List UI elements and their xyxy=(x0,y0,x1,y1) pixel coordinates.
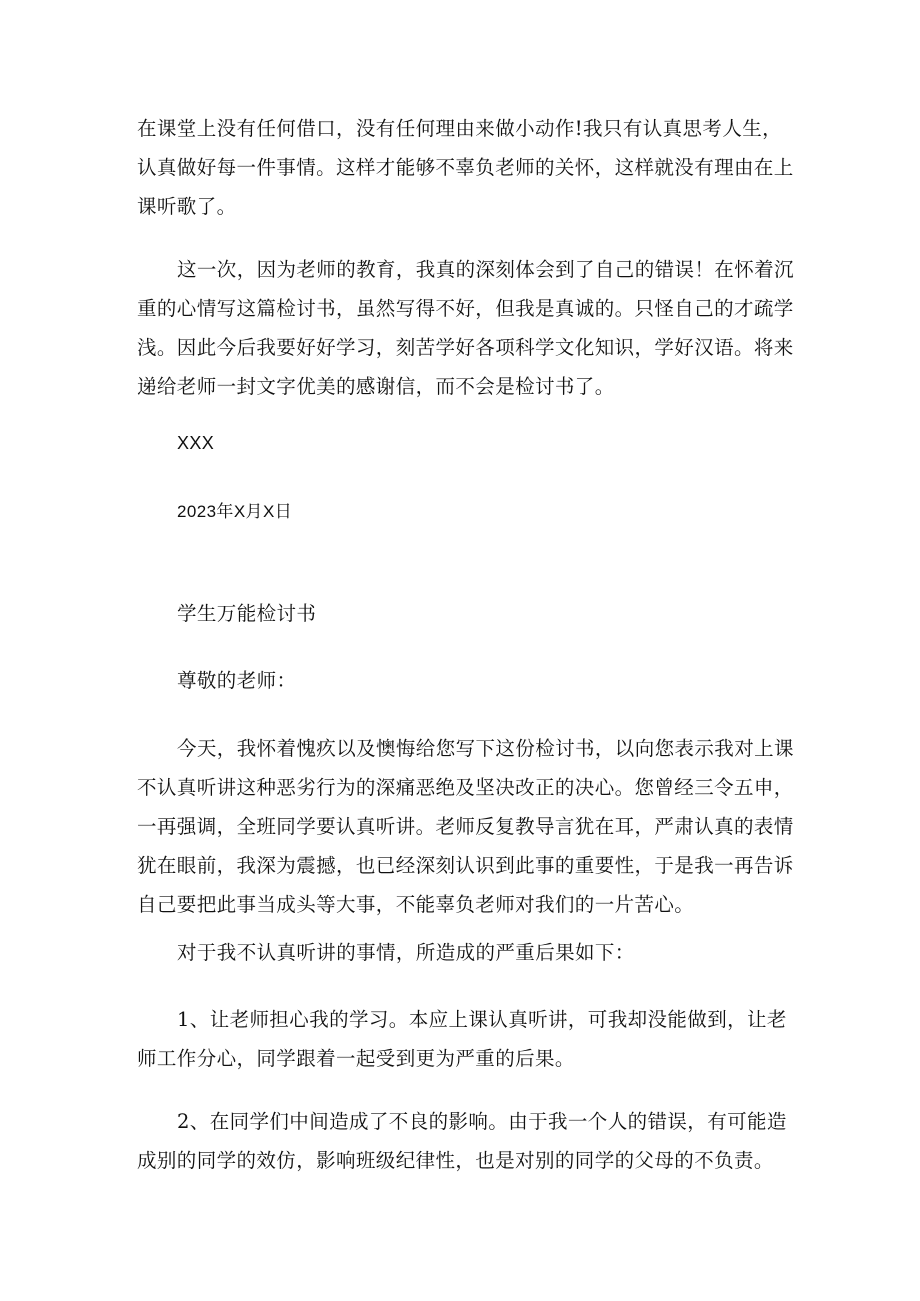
greeting: 尊敬的老师： xyxy=(177,669,297,692)
body-paragraph: 这一次，因为老师的教育，我真的深刻体会到了自己的错误！在怀着沉重的心情写这篇检讨书，虽然写得不好，但我是真诚的。只怪自己的才疏学浅。因此今后我要好好学习，刻苦学好各项科学文化知识，学好汉语。将来递给老师一封文字优美的感谢信，而不会是检讨书了。 xyxy=(137,258,794,398)
body-paragraph: 在课堂上没有任何借口，没有任何理由来做小动作!我只有认真思考人生，认真做好每一件事情。这样才能够不辜负老师的关怀，这样就没有理由在上课听歌了。 xyxy=(137,117,794,218)
list-item-2: 2、在同学们中间造成了不良的影响。由于我一个人的错误，有可能造成别的同学的效仿，影响班级纪律性，也是对别的同学的父母的不负责。 xyxy=(137,1110,787,1172)
date-line: 2023年X月X日 xyxy=(177,502,293,521)
section-title: 学生万能检讨书 xyxy=(177,602,317,625)
body-paragraph: 今天，我怀着愧疚以及懊悔给您写下这份检讨书，以向您表示我对上课不认真听讲这种恶劣行为的深痛恶绝及坚决改正的决心。您曾经三令五申，一再强调，全班同学要认真听讲。老师反复教导言犹在耳，严肃认真的表情犹在眼前，我深为震撼，也已经深刻认识到此事的重要性，于是我一再告诉自己要把此事当成头等大事，不能辜负老师对我们的一片苦心。 xyxy=(137,737,794,916)
signature: XXX xyxy=(177,433,215,453)
body-paragraph: 对于我不认真听讲的事情，所造成的严重后果如下： xyxy=(177,941,635,964)
list-item-1: 1、让老师担心我的学习。本应上课认真听讲，可我却没能做到，让老师工作分心，同学跟着一起受到更为严重的后果。 xyxy=(137,1008,787,1070)
